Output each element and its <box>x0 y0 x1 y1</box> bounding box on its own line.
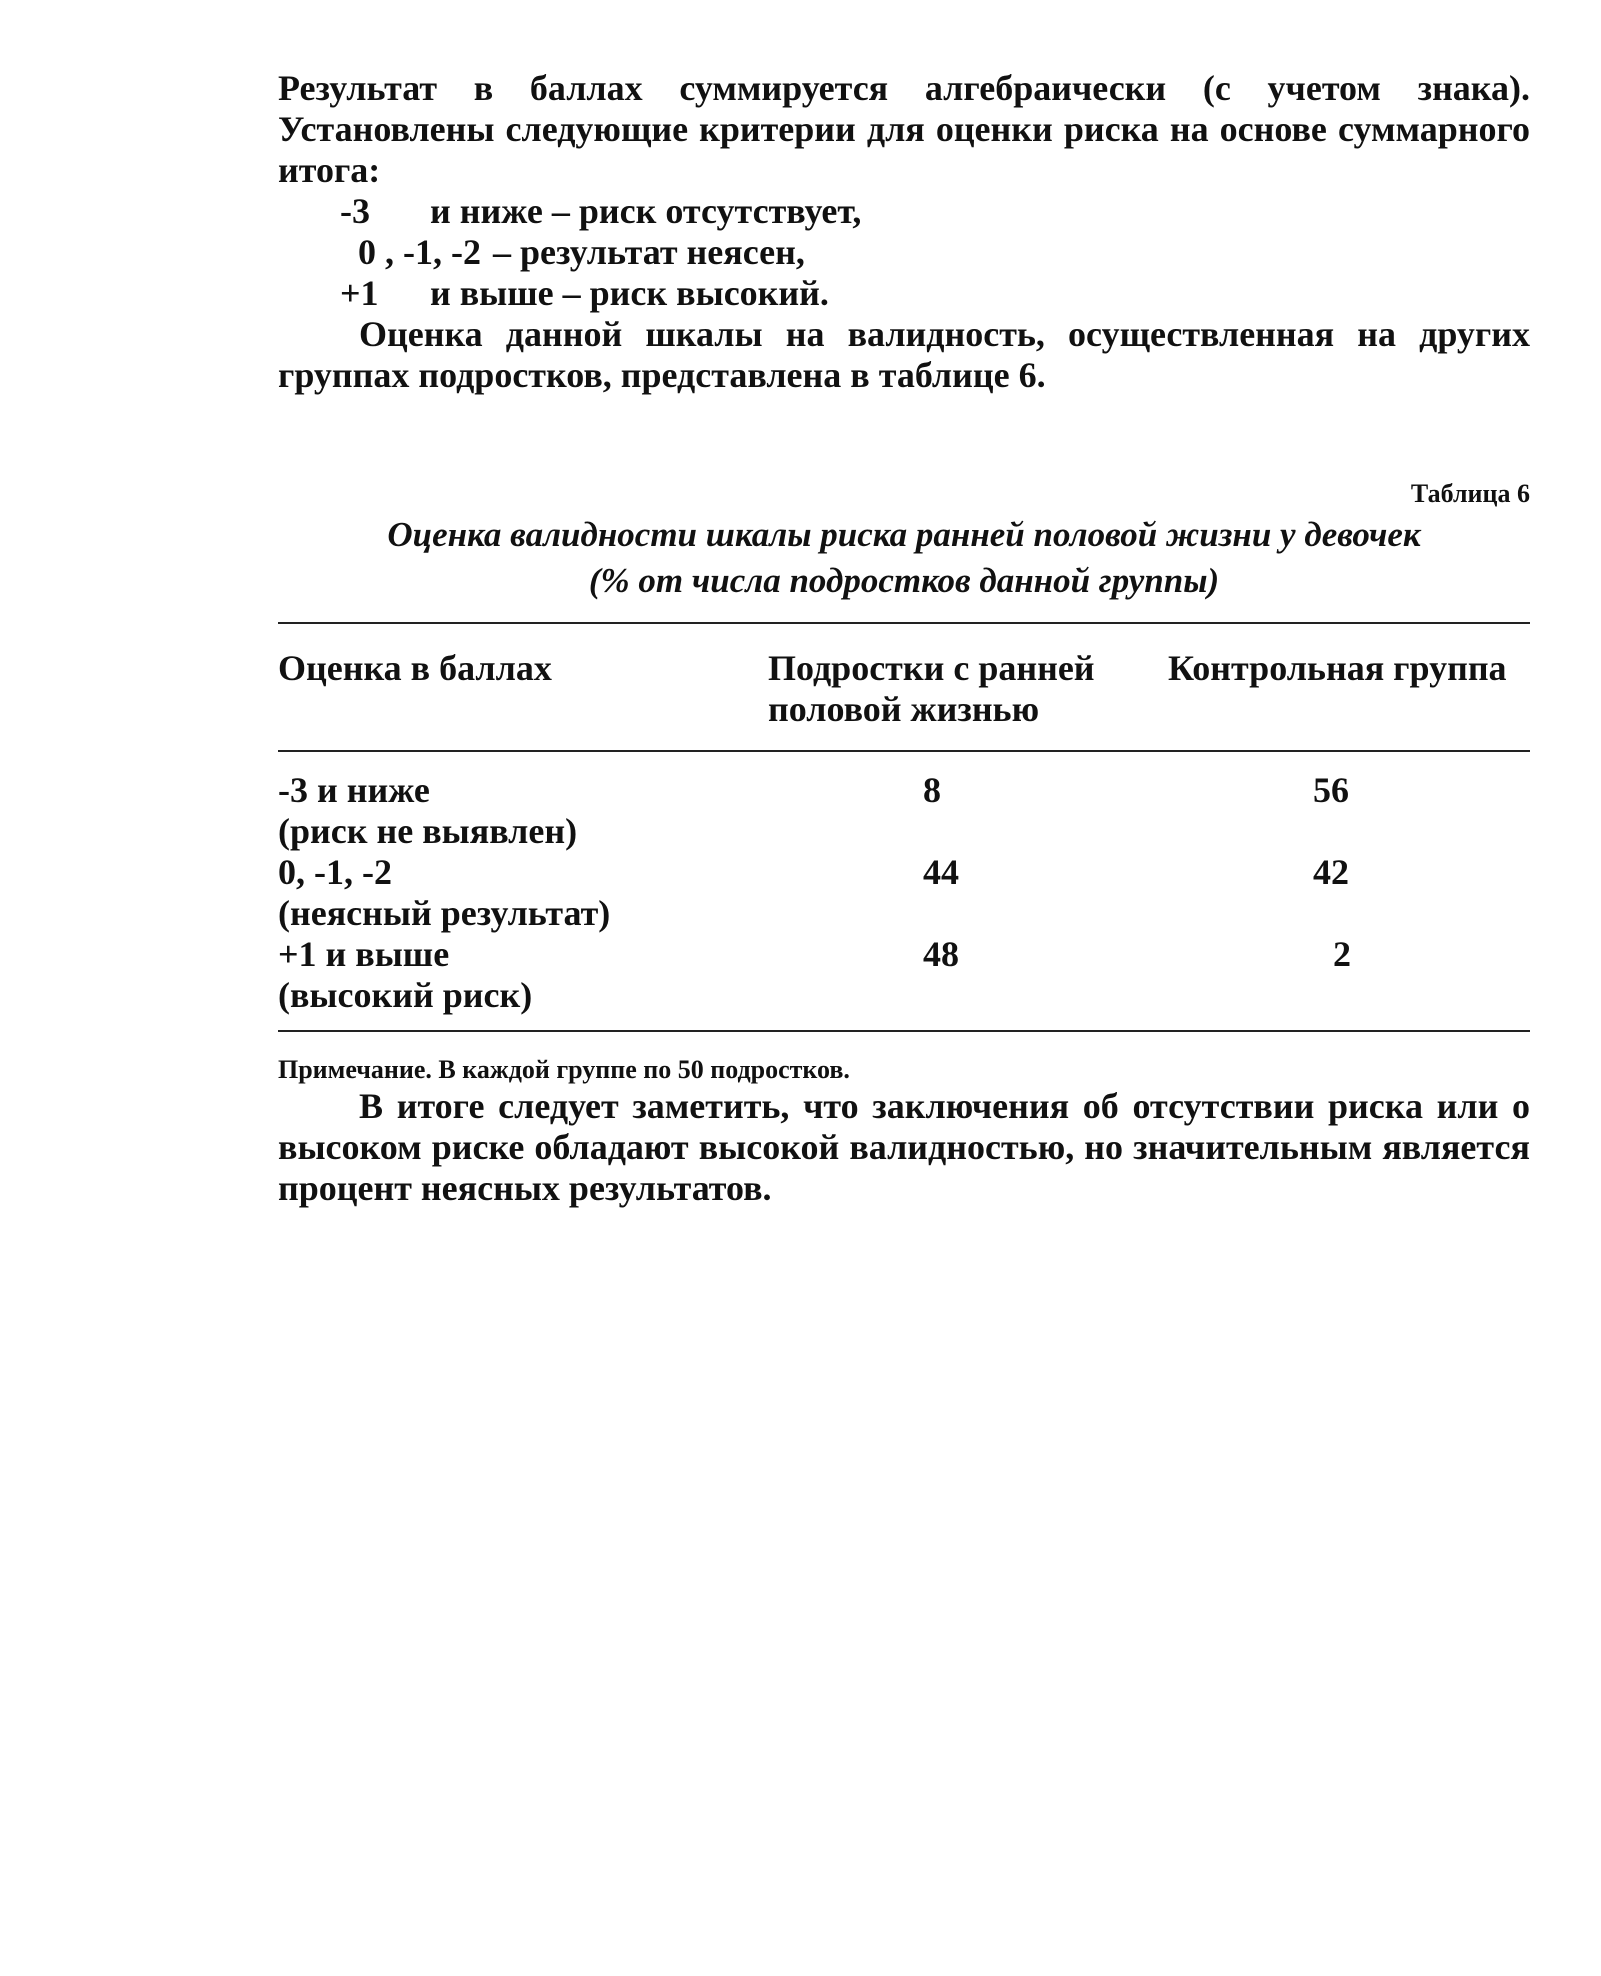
criteria-value: 0 , -1, -2 <box>358 232 481 272</box>
table-row <box>278 852 1530 934</box>
row-score-cell <box>278 852 768 934</box>
conclusion-paragraph: В итоге следует заметить, что заключения об отсутствии риска или о высоком риске обладают высокой валидностью, но значительным является процент неясных результатов. <box>278 1086 1530 1208</box>
header-early-group: Подростки с ранней половой жизнью <box>768 648 1095 729</box>
row-control-value: 42 <box>1313 852 1349 892</box>
criteria-list <box>278 191 1530 314</box>
row-score-note: (риск не выявлен) <box>278 811 578 851</box>
table-row <box>278 934 1530 1016</box>
criteria-item <box>278 191 1530 232</box>
table-footnote: Примечание. В каждой группе по 50 подростков. <box>278 1055 850 1084</box>
table-title-line1: Оценка валидности шкалы риска ранней половой жизни у девочек <box>387 515 1421 554</box>
criteria-value: +1 <box>340 273 379 313</box>
row-early-value: 48 <box>923 934 959 974</box>
criteria-value: -3 <box>340 191 370 231</box>
validity-paragraph: Оценка данной шкалы на валидность, осуществленная на других группах подростков, представлена в таблице 6. <box>278 314 1530 395</box>
intro-paragraph: Результат в баллах суммируется алгебраически (с учетом знака). Установлены следующие критерии для оценки риска на основе суммарного итога: <box>278 68 1530 190</box>
row-control-value: 2 <box>1333 934 1351 974</box>
row-score-note: (неясный результат) <box>278 893 611 933</box>
header-score: Оценка в баллах <box>278 648 552 688</box>
table-header-row <box>278 624 1530 750</box>
row-score-cell <box>278 934 768 1016</box>
criteria-description: и ниже – риск отсутствует, <box>430 191 862 231</box>
table-bottom-rule <box>278 1030 1530 1032</box>
row-score: -3 и ниже <box>278 770 430 810</box>
table-title-line2: (% от числа подростков данной группы) <box>588 561 1220 600</box>
row-score: +1 и выше <box>278 934 450 974</box>
criteria-description: – результат неясен, <box>492 232 805 272</box>
criteria-item <box>278 273 1530 314</box>
table-label: Таблица 6 <box>1410 479 1530 508</box>
row-early-value: 8 <box>923 770 941 810</box>
table-body <box>278 752 1530 1030</box>
header-control-group: Контрольная группа <box>1168 648 1507 688</box>
row-early-value: 44 <box>923 852 959 892</box>
row-score: 0, -1, -2 <box>278 852 392 892</box>
row-control-value: 56 <box>1313 770 1349 810</box>
row-score-cell <box>278 770 768 852</box>
table-row <box>278 770 1530 852</box>
document-page <box>278 68 1530 1209</box>
row-score-note: (высокий риск) <box>278 975 533 1015</box>
criteria-description: и выше – риск высокий. <box>430 273 829 313</box>
criteria-item <box>278 232 1530 273</box>
